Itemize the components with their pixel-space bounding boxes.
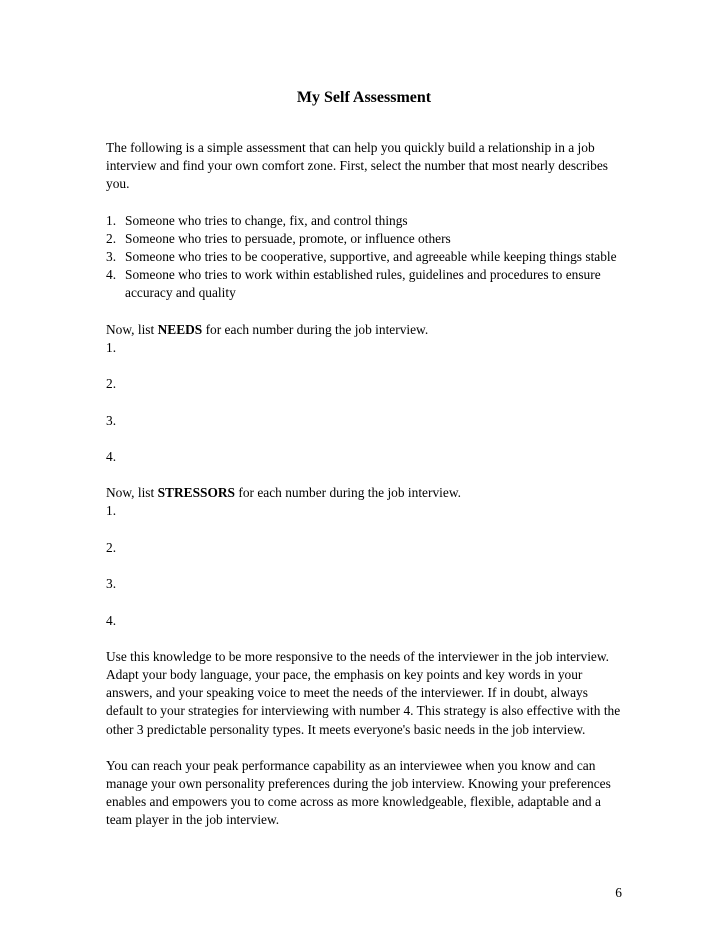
document-body bbox=[106, 139, 626, 830]
stressors-item-1: 1. bbox=[106, 503, 117, 519]
choice-item bbox=[106, 248, 626, 266]
choice-number: 1. bbox=[106, 212, 117, 228]
page-number: 6 bbox=[615, 885, 622, 900]
choice-text: Someone who tries to work within established rules, guidelines and procedures to ensure accuracy and quality bbox=[125, 267, 601, 301]
choice-number: 4. bbox=[106, 267, 117, 283]
choice-item bbox=[106, 266, 626, 302]
choice-text: Someone who tries to persuade, promote, or influence others bbox=[125, 230, 451, 246]
needs-section bbox=[106, 321, 626, 467]
choice-item bbox=[106, 212, 626, 230]
stressors-prompt-prefix: Now, list bbox=[106, 485, 158, 501]
needs-keyword: NEEDS bbox=[157, 321, 203, 337]
choice-text: Someone who tries to change, fix, and control things bbox=[125, 212, 408, 228]
needs-item-4: 4. bbox=[106, 449, 117, 464]
stressors-item-2: 2. bbox=[106, 539, 117, 555]
choice-item bbox=[106, 230, 626, 248]
intro-paragraph: The following is a simple assessment that can help you quickly build a relationship in a job interview and find your own comfort zone. First, select the number that most nearly describes you. bbox=[106, 140, 609, 192]
needs-item-2: 2. bbox=[106, 376, 117, 392]
stressors-prompt bbox=[106, 484, 626, 502]
stressors-item-3: 3. bbox=[106, 576, 117, 592]
needs-prompt-suffix: for each number during the job interview. bbox=[202, 321, 429, 337]
needs-prompt-prefix: Now, list bbox=[106, 321, 158, 337]
stressors-prompt-suffix: for each number during the job interview. bbox=[235, 485, 461, 501]
choice-text: Someone who tries to be cooperative, supportive, and agreeable while keeping things stable bbox=[125, 249, 617, 265]
choice-list bbox=[106, 212, 626, 303]
needs-prompt bbox=[106, 321, 626, 339]
page-title: My Self Assessment bbox=[296, 89, 432, 106]
peak-paragraph: You can reach your peak performance capability as an interviewee when you know and can manage your own personality preferences during the job interview. Knowing your preferences enables and empowers you to come across as more knowledgeable, flexible, adaptable and a team player in the job interview. bbox=[106, 757, 611, 828]
choice-number: 3. bbox=[106, 249, 117, 265]
stressors-section bbox=[106, 484, 626, 630]
choice-number: 2. bbox=[106, 230, 117, 246]
needs-item-1: 1. bbox=[106, 339, 117, 355]
stressors-item-4: 4. bbox=[106, 612, 117, 628]
knowledge-paragraph: Use this knowledge to be more responsive to the needs of the interviewer in the job interview. Adapt your body language, your pace, the emphasis on key points and key words in your answers, and your speaking voice to meet the needs of the interviewer. If in doubt, always default to your strategies for interviewing with number 4. This strategy is also effective with the other 3 predictable personality types. It meets everyone's basic needs in the job interview. bbox=[106, 648, 621, 737]
stressors-keyword: STRESSORS bbox=[157, 485, 236, 501]
needs-item-3: 3. bbox=[106, 412, 117, 428]
